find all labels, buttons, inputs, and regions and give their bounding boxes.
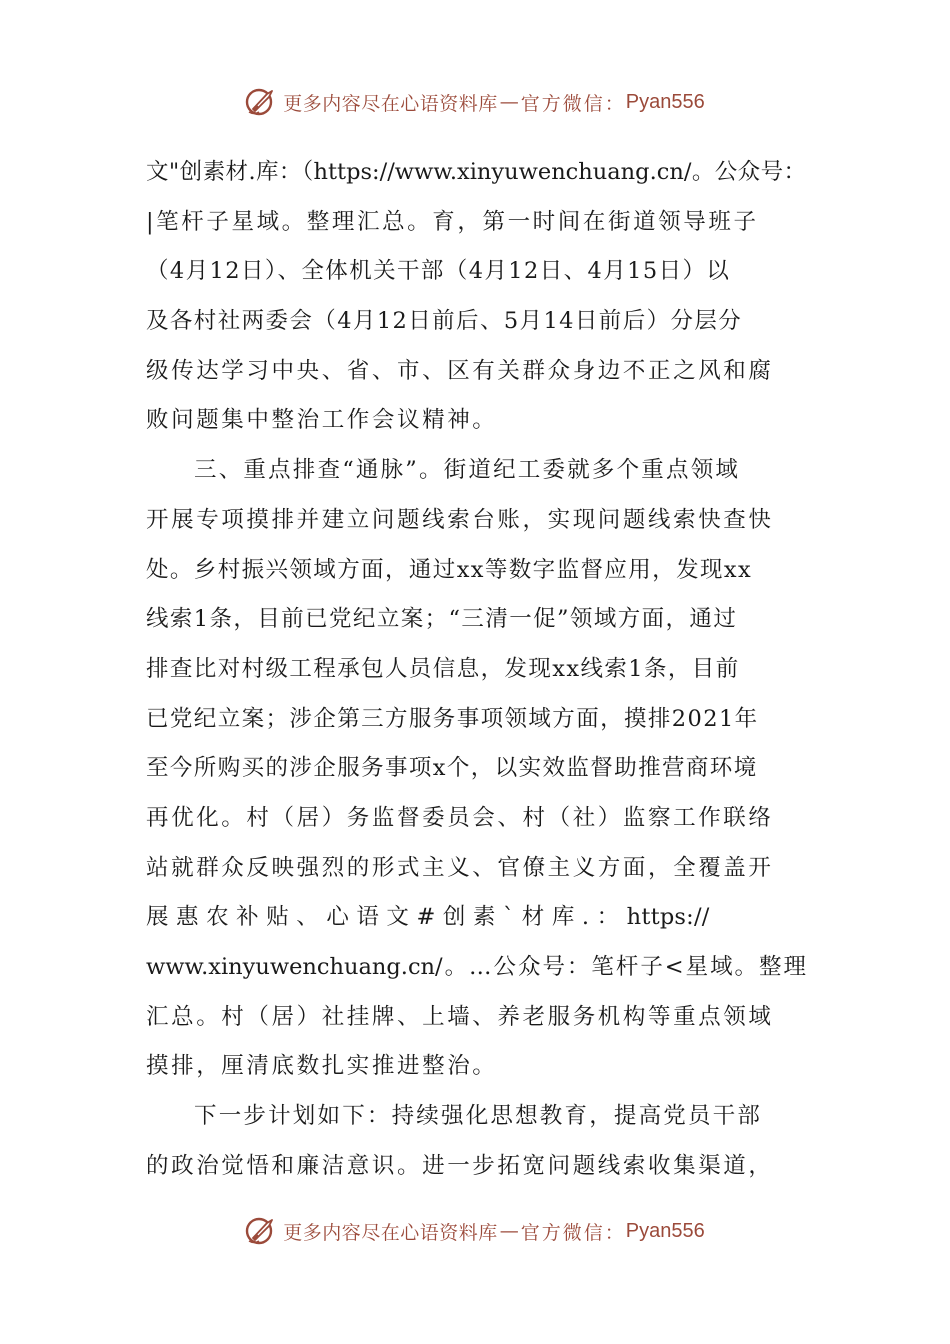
text-line-4: 及各村社两委会（4月12日前后、5月14日前后）分层分 [146,308,743,335]
text-line-19: 摸排，厘清底数扎实推进整治。 [146,1053,498,1080]
footer-banner-title: 更多内容尽在心语资料库 [283,1221,498,1244]
text-line-1: 文"创素材.库：（https://www.xinyuwenchuang.cn/。公众号： [146,159,806,185]
text-line-10: 线索1条，目前已党纪立案；“三清一促”领域方面，通过 [146,606,738,633]
footer-contact-id: Pyan556 [625,1219,705,1242]
text-line-14: 再优化。村（居）务监督委员会、村（社）监察工作联络 [146,804,774,831]
text-line-12: 已党纪立案；涉企第三方服务事项领域方面，摸排2021年 [146,705,759,732]
text-line-17: www.xinyuwenchuang.cn/。…公众号：笔杆子<星域。整理 [146,954,806,980]
footer-contact-label: 官方微信： [520,1221,626,1244]
pen-nib-logo-icon [245,85,279,119]
text-line-2: |笔杆子星域。整理汇总。育，第一时间在街道领导班子 [146,208,759,235]
footer-banner [0,1211,950,1251]
banner-title: 更多内容尽在心语资料库 [283,92,498,115]
text-line-18: 汇总。村（居）社挂牌、上墙、养老服务机构等重点领域 [146,1003,774,1030]
text-line-11: 排查比对村级工程承包人员信息，发现xx线索1条，目前 [146,655,740,682]
text-line-7: 三、重点排查“通脉”。街道纪工委就多个重点领域 [194,457,741,484]
text-line-21: 的政治觉悟和廉洁意识。进一步拓宽问题线索收集渠道， [146,1152,774,1179]
banner-separator: — [499,91,519,113]
text-line-5: 级传达学习中央、省、市、区有关群众身边不正之风和腐 [146,357,774,384]
text-line-16: 展 惠 农 补 贴 、 心 语 文 # 创 素 ` 材 库 . ： https:// [146,904,710,931]
text-line-8: 开展专项摸排并建立问题线索台账，实现问题线索快查快 [146,506,774,533]
footer-banner-separator: — [499,1220,519,1242]
text-line-20: 下一步计划如下：持续强化思想教育，提高党员干部 [194,1103,763,1130]
banner-contact-id: Pyan556 [625,90,705,113]
text-line-3: （4月12日）、全体机关干部（4月12日、4月15日）以 [146,258,731,285]
banner-contact-label: 官方微信： [520,92,626,115]
pen-nib-logo-icon [245,1214,279,1248]
text-line-6: 败问题集中整治工作会议精神。 [146,407,498,434]
text-line-9: 处。乡村振兴领域方面，通过xx等数字监督应用，发现xx [146,556,753,583]
header-banner [0,82,950,122]
text-line-15: 站就群众反映强烈的形式主义、官僚主义方面，全覆盖开 [146,854,774,881]
text-line-13: 至今所购买的涉企服务事项x个，以实效监督助推营商环境 [146,755,758,782]
document-body [146,148,806,1191]
